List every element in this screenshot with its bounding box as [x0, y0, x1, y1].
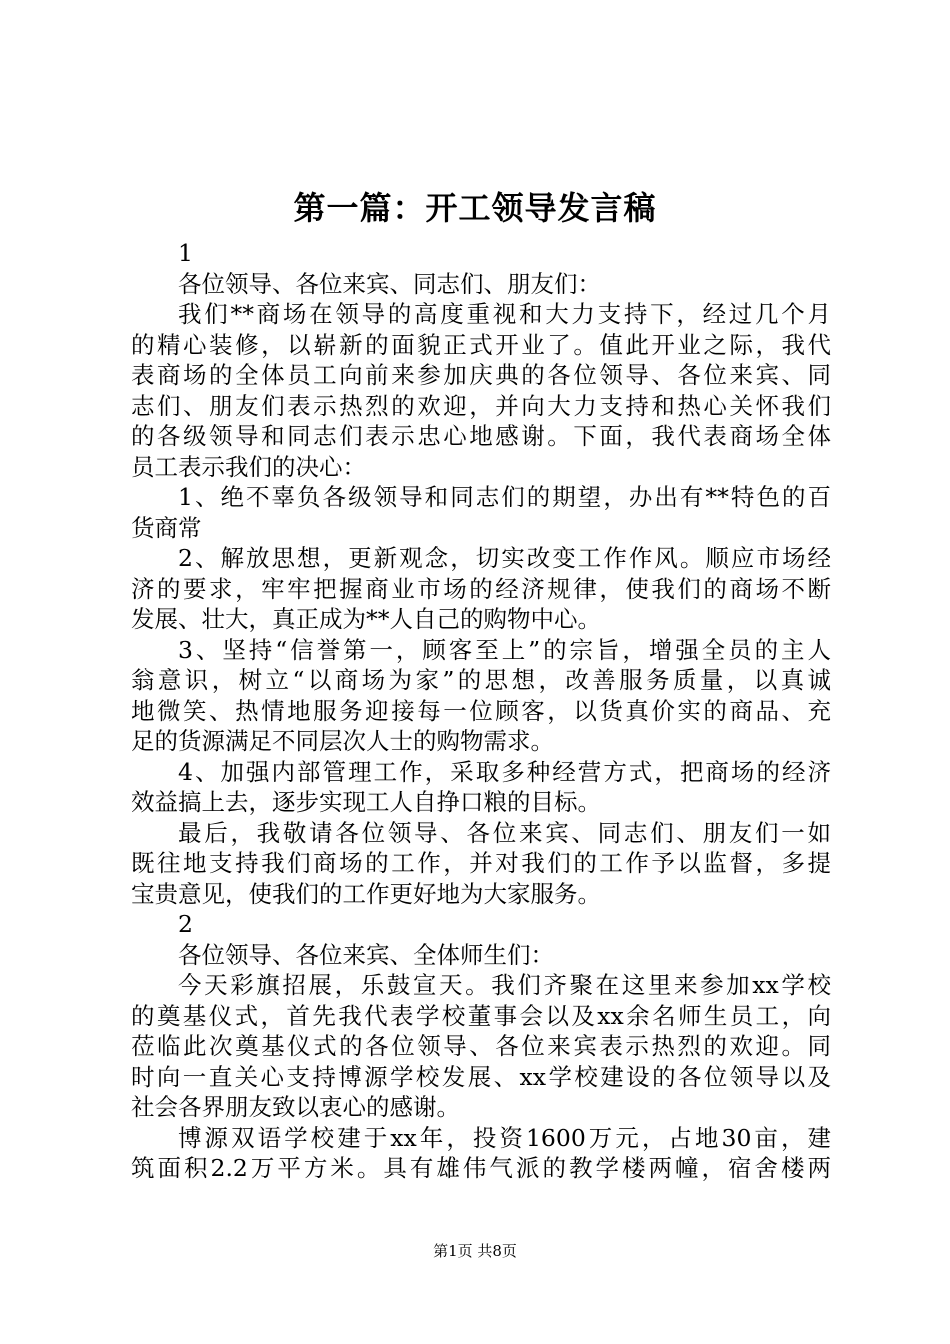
text-line: 我们**商场在领导的高度重视和大力支持下，经过几个月 — [178, 300, 831, 328]
salutation: 各位领导、各位来宾、同志们、朋友们： — [178, 269, 601, 298]
text-line: 3、坚持“信誉第一，顾客至上”的宗旨，增强全员的主人 — [178, 635, 831, 664]
text-line: 4、加强内部管理工作，采取多种经营方式，把商场的经济 — [178, 757, 831, 786]
text-line: 翁意识，树立“以商场为家”的思想，改善服务质量，以真诚 — [131, 666, 831, 694]
salutation: 各位领导、各位来宾、全体师生们： — [178, 940, 554, 969]
text-line: 的精心装修，以崭新的面貌正式开业了。值此开业之际，我代 — [131, 330, 831, 359]
page-footer: 第1页 共8页 — [433, 1242, 517, 1260]
text-line: 足的货源满足不同层次人士的购物需求。 — [131, 727, 554, 755]
text-line: 的各级领导和同志们表示忠心地感谢。下面，我代表商场全体 — [131, 422, 831, 450]
text-line: 博源双语学校建于xx年，投资1600万元，占地30亩，建 — [178, 1123, 831, 1152]
text-line: 社会各界朋友致以衷心的感谢。 — [131, 1093, 460, 1121]
text-line: 时向一直关心支持博源学校发展、xx学校建设的各位领导以及 — [131, 1062, 831, 1091]
text-line: 表商场的全体员工向前来参加庆典的各位领导、各位来宾、同 — [131, 361, 831, 389]
document-body — [131, 238, 831, 1184]
text-line: 货商常 — [131, 513, 202, 542]
text-line: 的奠基仪式，首先我代表学校董事会以及xx余名师生员工，向 — [131, 1001, 831, 1030]
text-line: 既往地支持我们商场的工作，并对我们的工作予以监督，多提 — [131, 849, 831, 877]
section-number: 1 — [178, 239, 193, 267]
text-line: 志们、朋友们表示热烈的欢迎，并向大力支持和热心关怀我们 — [131, 391, 831, 420]
text-line: 济的要求，牢牢把握商业市场的经济规律，使我们的商场不断 — [131, 574, 831, 603]
text-line: 效益搞上去，逐步实现工人自挣口粮的目标。 — [131, 788, 601, 816]
text-line: 莅临此次奠基仪式的各位领导、各位来宾表示热烈的欢迎。同 — [131, 1032, 831, 1060]
text-line: 员工表示我们的决心： — [131, 452, 366, 481]
text-line: 最后，我敬请各位领导、各位来宾、同志们、朋友们一如 — [178, 818, 831, 847]
page-title: 第一篇：开工领导发言稿 — [293, 189, 657, 227]
text-line: 筑面积2.2万平方米。具有雄伟气派的教学楼两幢，宿舍楼两 — [131, 1154, 831, 1182]
text-line: 发展、壮大，真正成为**人自己的购物中心。 — [131, 605, 601, 633]
text-line: 宝贵意见，使我们的工作更好地为大家服务。 — [131, 879, 601, 908]
text-line: 2、解放思想，更新观念，切实改变工作作风。顺应市场经 — [178, 544, 831, 572]
text-line: 1、绝不辜负各级领导和同志们的期望，办出有**特色的百 — [178, 483, 831, 511]
text-line: 今天彩旗招展，乐鼓宣天。我们齐聚在这里来参加xx学校 — [178, 971, 831, 999]
section-number: 2 — [178, 910, 193, 938]
text-line: 地微笑、热情地服务迎接每一位顾客，以货真价实的商品、充 — [131, 696, 831, 725]
